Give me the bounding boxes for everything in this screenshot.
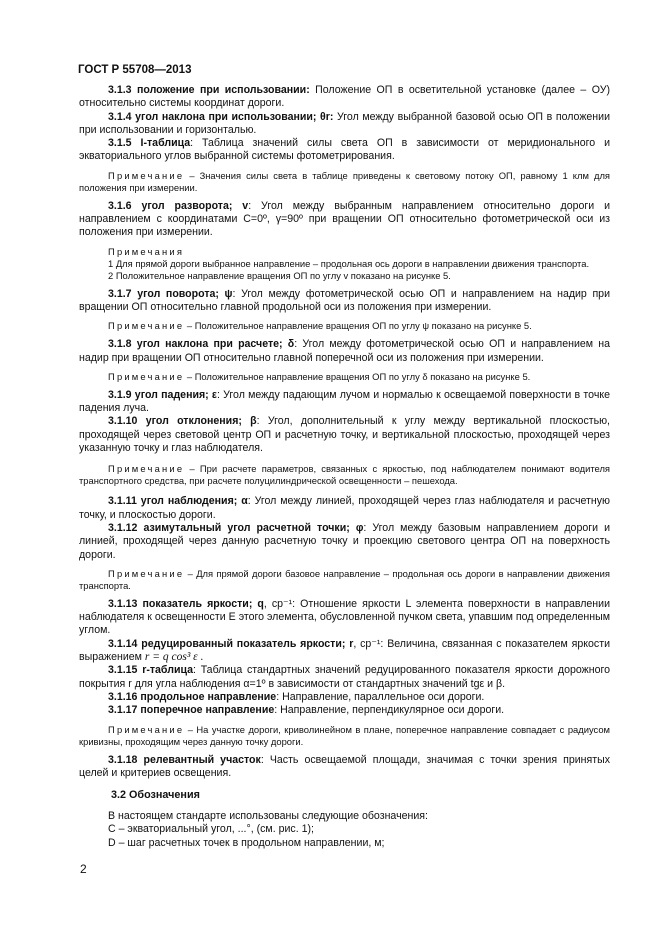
definition-3-1-18: 3.1.18 релевантный участок: Часть освещаемой площади, значимая с точки зрения принятых целей и критериев освещения.: [79, 753, 610, 779]
definition-3-1-5: 3.1.5 I-таблица: Таблица значений силы света ОП в зависимости от меридионального и экваториального углов выбранной системы фотометрирования.: [79, 137, 610, 163]
note: Примечание – Значения силы света в таблице приведены к световому потоку ОП, равному 1 клм для положения при измерении.: [79, 169, 610, 193]
term: 3.1.10 угол отклонения; β: [108, 415, 257, 428]
note: Примечание – Положительное направление вращения ОП по углу ψ показано на рисунке 5.: [108, 320, 532, 332]
section-heading: 3.2 Обозначения: [111, 789, 200, 802]
definition-3-1-7: 3.1.7 угол поворота; ψ: Угол между фотометрической осью ОП и направлением на надир при вращении ОП относительно главной продольной оси из положения при измерении.: [79, 287, 610, 313]
note: Примечание – При расчете параметров, связанных с яркостью, под наблюдателем понимают водителя транспортного средства, при расчете полуцилиндрической освещенности – пешехода.: [79, 463, 610, 487]
term: 3.1.16 продольное направление: [108, 690, 277, 703]
term: 3.1.12 азимутальный угол расчетной точки; φ: [108, 521, 364, 534]
term: 3.1.3 положение при использовании:: [108, 84, 310, 96]
symbol-entry: C – экваториальный угол, ...°, (см. рис. 1);: [108, 823, 314, 836]
note-item: 2 Положительное направление вращения ОП по углу v показано на рисунке 5.: [108, 269, 451, 281]
definition-3-1-4: 3.1.4 угол наклона при использовании; θr: Угол между выбранной базовой осью ОП в положении при использовании и горизонталью.: [79, 110, 610, 136]
note: Примечание – Положительное направление вращения ОП по углу δ показано на рисунке 5.: [108, 370, 531, 382]
formula: r = q cos³ ε .: [144, 651, 204, 664]
term: 3.1.8 угол наклона при расчете; δ: [108, 338, 295, 351]
definition-3-1-11: 3.1.11 угол наблюдения; α: Угол между линией, проходящей через глаз наблюдателя и расчетную точку, и плоскостью дороги.: [79, 495, 610, 521]
term: 3.1.15 r-таблица: [108, 664, 193, 677]
note-item: 1 Для прямой дороги выбранное направление – продольная ось дороги в направлении движения транспорта.: [108, 257, 590, 269]
term: 3.1.5 I-таблица: [108, 137, 191, 150]
term: 3.1.4 угол наклона при использовании; θr:: [108, 110, 334, 123]
note: Примечание – На участке дороги, криволинейном в плане, поперечное направление совпадает с радиусом кривизны, проходящим через данную точку дороги.: [79, 723, 610, 747]
document-body: [79, 84, 610, 850]
term: 3.1.9 угол падения; ε: [108, 388, 217, 401]
definition-3-1-8: 3.1.8 угол наклона при расчете; δ: Угол между фотометрической осью ОП и направлением на надир при вращении ОП относительно главной поперечной оси из положения при измерении.: [79, 338, 611, 364]
definition-3-1-10: 3.1.10 угол отклонения; β: Угол, дополнительный к углу между вертикальной плоскостью, проходящей через световой центр ОП и расчетную точку, и вертикальной плоскостью, проходящей через указанную точку и глаз наблюдателя.: [79, 415, 611, 455]
term: 3.1.11 угол наблюдения; α: [108, 495, 248, 508]
definition-3-1-6: 3.1.6 угол разворота; v: Угол между выбранным направлением относительно дороги и направлением с координатами C=0º, γ=90º при вращении ОП относительно фотометрической оси из положения при измерении.: [79, 199, 610, 239]
term: 3.1.7 угол поворота; ψ: [108, 287, 233, 300]
term: 3.1.13 показатель яркости; q: [108, 597, 264, 610]
definition-3-1-13: 3.1.13 показатель яркости; q, ср⁻¹: Отношение яркости L элемента поверхности в направлении наблюдателя к освещенности E этого элемента, обусловленной пучком света, упавшим под определенным углом.: [79, 597, 610, 637]
note: Примечание – Для прямой дороги базовое направление – продольная ось дороги в направлении движения транспорта.: [79, 567, 610, 591]
definition-3-1-15: 3.1.15 r-таблица: Таблица стандартных значений редуцированного показателя яркости дорожного покрытия r для угла наблюдения α=1º в зависимости от стандартных значений tgε и β.: [79, 664, 611, 690]
definition-3-1-14: 3.1.14 редуцированный показатель яркости; r, ср⁻¹: Величина, связанная с показателем яркости выражением r = q cos³ ε .: [79, 637, 610, 664]
term: 3.1.17 поперечное направление: [108, 704, 275, 717]
symbol-entry: D – шаг расчетных точек в продольном направлении, м;: [108, 836, 385, 849]
notes-heading: Примечания: [108, 245, 185, 257]
section-intro: В настоящем стандарте использованы следующие обозначения:: [108, 810, 428, 823]
definition-3-1-12: 3.1.12 азимутальный угол расчетной точки; φ: Угол между базовым направлением дороги и линией, проходящей через данную расчетную точку и проекцию светового центра ОП на поверхность дороги.: [79, 521, 610, 561]
term: 3.1.18 релевантный участок: [108, 753, 261, 766]
term: 3.1.6 угол разворота; v: [108, 199, 249, 212]
document-header: ГОСТ Р 55708—2013: [78, 64, 192, 76]
page-number: 2: [80, 862, 87, 876]
definition-3-1-16: 3.1.16 продольное направление: Направление, параллельное оси дороги.: [108, 690, 485, 703]
definition-3-1-3: 3.1.3 положение при использовании: Положение ОП в осветительной установке (далее – ОУ) относительно системы координат дороги.: [79, 84, 610, 110]
definition-3-1-17: 3.1.17 поперечное направление: Направление, перпендикулярное оси дороги.: [108, 704, 505, 717]
term: 3.1.14 редуцированный показатель яркости; r: [108, 637, 354, 650]
definition-3-1-9: 3.1.9 угол падения; ε: Угол между падающим лучом и нормалью к освещаемой поверхности в точке падения луча.: [79, 388, 610, 415]
